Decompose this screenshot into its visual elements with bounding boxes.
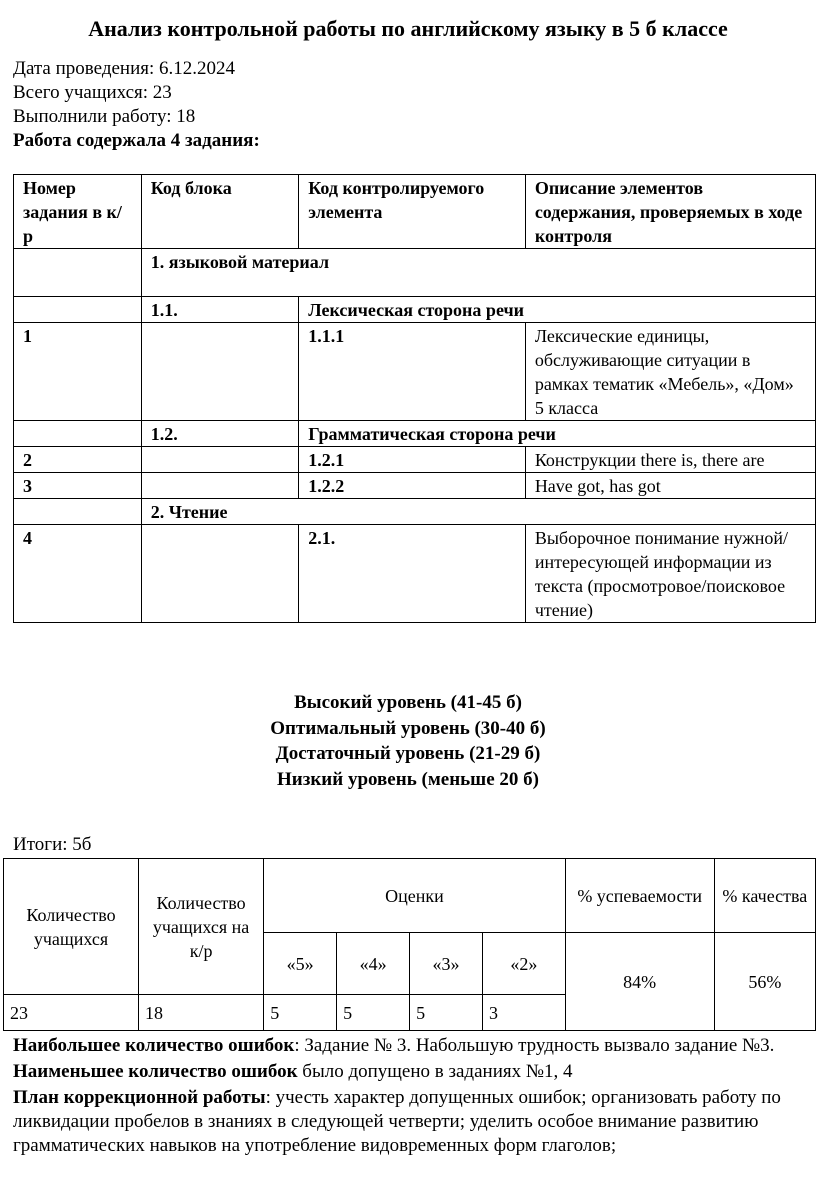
element-code: 1.2.1 <box>299 447 526 473</box>
least-errors-label: Наименьшее количество ошибок <box>13 1061 298 1082</box>
header-participants: Количество учащихся на к/р <box>138 859 263 995</box>
header-block-code: Код блока <box>141 175 298 249</box>
element-description: Лексические единицы, обслуживающие ситуации в рамках тематик «Мебель», «Дом» 5 класса <box>525 323 815 421</box>
grade-label-4: «4» <box>337 933 410 995</box>
header-task-number: Номер задания в к/р <box>14 175 142 249</box>
element-code: 2.1. <box>299 525 526 623</box>
subsection-name: Лексическая сторона речи <box>299 297 816 323</box>
results-table <box>3 858 816 1031</box>
header-description: Описание элементов содержания, проверяемых в ходе контроля <box>525 175 815 249</box>
task-number: 1 <box>14 323 142 421</box>
task-number: 2 <box>14 447 142 473</box>
section-reading: 2. Чтение <box>141 499 815 525</box>
completed-line: Выполнили работу: 18 <box>13 106 196 127</box>
grade-4-count: 5 <box>337 995 410 1031</box>
element-code: 1.1.1 <box>299 323 526 421</box>
plan-text: : учесть характер допущенных ошибок; организовать работу по ликвидации пробелов в знаниях в следующей четверти; уделить особое внимание развитию грамматических навыков на употребление видовременных форм глаголов; <box>13 1087 781 1156</box>
summary-block <box>13 1034 808 1160</box>
subsection-row <box>14 297 816 323</box>
date-line: Дата проведения: 6.12.2024 <box>13 58 236 79</box>
grade-label-2: «2» <box>483 933 566 995</box>
section-row <box>14 499 816 525</box>
grade-5-count: 5 <box>264 995 337 1031</box>
grade-label-3: «3» <box>410 933 483 995</box>
task-row <box>14 525 816 623</box>
header-grades: Оценки <box>264 859 565 933</box>
element-code: 1.2.2 <box>299 473 526 499</box>
least-errors-text: было допущено в заданиях №1, 4 <box>297 1061 573 1082</box>
subsection-row <box>14 421 816 447</box>
most-errors-text: : Задание № 3. Набольшую трудность вызвало задание №3. <box>294 1035 775 1056</box>
plan-label: План коррекционной работы <box>13 1087 266 1108</box>
task-row <box>14 473 816 499</box>
section-row <box>14 249 816 297</box>
grade-3-count: 5 <box>410 995 483 1031</box>
participants-value: 18 <box>138 995 263 1031</box>
level-low: Низкий уровень (меньше 20 б) <box>277 768 539 790</box>
subsection-code: 1.1. <box>141 297 298 323</box>
element-description: Have got, has got <box>525 473 815 499</box>
grade-2-count: 3 <box>483 995 566 1031</box>
section-language-material: 1. языковой материал <box>141 249 815 297</box>
info-block <box>13 57 260 153</box>
element-description: Конструкции there is, there are <box>525 447 815 473</box>
results-caption: Итоги: 5б <box>13 834 92 855</box>
quality-value: 56% <box>714 933 815 1031</box>
task-number: 3 <box>14 473 142 499</box>
total-students-line: Всего учащихся: 23 <box>13 82 172 103</box>
least-errors-paragraph <box>13 1060 808 1084</box>
subsection-code: 1.2. <box>141 421 298 447</box>
tasks-header-row <box>14 175 816 249</box>
tasks-table <box>13 174 816 623</box>
header-quality-percent: % качества <box>714 859 815 933</box>
task-number: 4 <box>14 525 142 623</box>
task-row <box>14 447 816 473</box>
header-students-count: Количество учащихся <box>4 859 139 995</box>
levels-block <box>0 690 816 792</box>
level-high: Высокий уровень (41-45 б) <box>294 692 522 713</box>
document-title: Анализ контрольной работы по английскому языку в 5 б классе <box>88 16 728 41</box>
subsection-name: Грамматическая сторона речи <box>299 421 816 447</box>
most-errors-paragraph <box>13 1034 808 1058</box>
header-progress-percent: % успеваемости <box>565 859 714 933</box>
plan-paragraph <box>13 1086 808 1158</box>
level-optimal: Оптимальный уровень (30-40 б) <box>270 717 546 739</box>
header-element-code: Код контролируемого элемента <box>299 175 526 249</box>
element-description: Выборочное понимание нужной/интересующей информации из текста (просмотровое/поисковое чтение) <box>525 525 815 623</box>
most-errors-label: Наибольшее количество ошибок <box>13 1035 295 1056</box>
level-sufficient: Достаточный уровень (21-29 б) <box>275 743 541 764</box>
grade-label-5: «5» <box>264 933 337 995</box>
task-row <box>14 323 816 421</box>
progress-value: 84% <box>565 933 714 1031</box>
tasks-count-line: Работа содержала 4 задания: <box>13 130 260 151</box>
students-value: 23 <box>4 995 139 1031</box>
results-header-row <box>4 859 816 933</box>
